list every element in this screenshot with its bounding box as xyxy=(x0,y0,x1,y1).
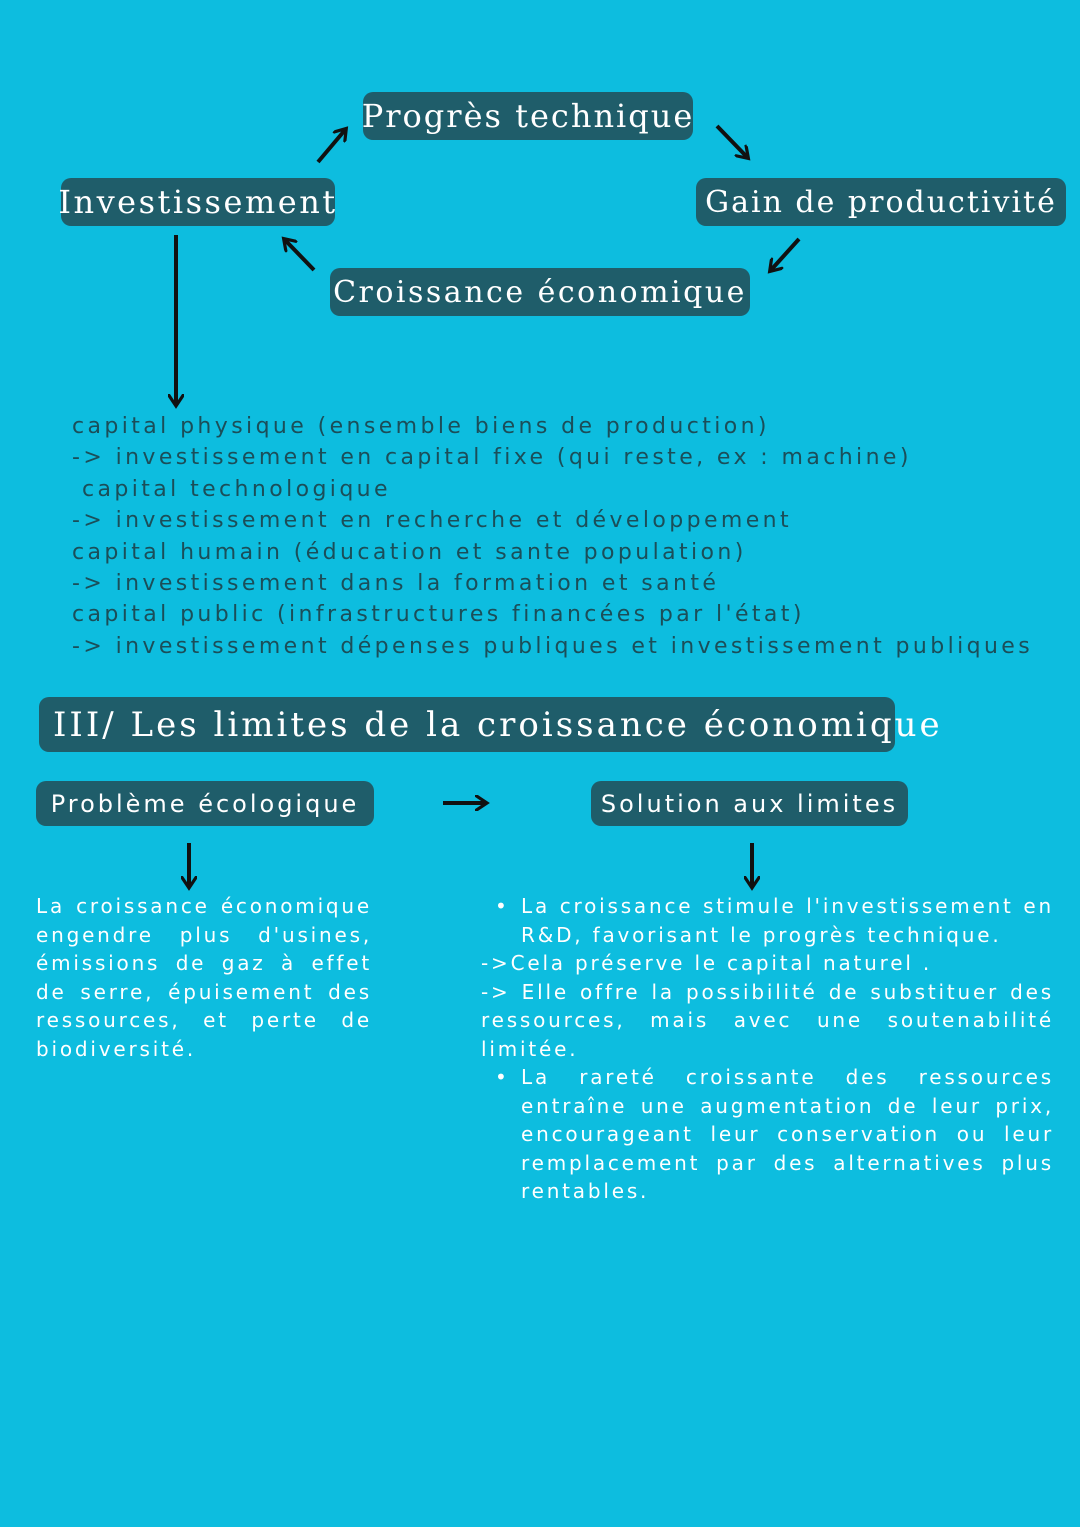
capital-line: -> investissement dans la formation et santé xyxy=(72,570,720,596)
solution-line: -> Elle offre la possibilité de substituer des ressources, mais avec une soutenabilité limitée. xyxy=(481,979,1054,1061)
arrow-progres-to-gain xyxy=(717,126,747,157)
section-title xyxy=(39,697,943,752)
arrow-croissance-to-invest xyxy=(285,240,314,270)
capital-line: -> investissement dépenses publiques et investissement publiques xyxy=(72,633,1034,659)
node-croissance-economique xyxy=(330,268,750,316)
node-gain-productivite xyxy=(696,178,1066,226)
capital-line: capital humain (éducation et sante population) xyxy=(72,539,747,565)
capital-line: capital physique (ensemble biens de production) xyxy=(72,414,770,439)
solution-label: Solution aux limites xyxy=(600,789,899,818)
capital-line: -> investissement en recherche et développement xyxy=(72,508,793,534)
capital-line: capital technologique xyxy=(82,476,391,502)
solution-limites-box xyxy=(591,781,908,826)
solution-bullet: • La croissance stimule l'investissement en R&D, favorisant le progrès technique. xyxy=(481,892,1054,949)
section-title-label: III/ Les limites de la croissance économique xyxy=(53,704,943,745)
node-progres-label: Progrès technique xyxy=(361,97,695,135)
arrow-gain-to-croissance xyxy=(771,239,799,270)
node-progres-technique xyxy=(363,92,693,140)
capital-line: -> investissement en capital fixe (qui reste, ex : machine) xyxy=(72,445,912,471)
probleme-text: La croissance économique engendre plus d'usines, émissions de gaz à effet de serre, épuisement des ressources, et perte de biodiversité. xyxy=(36,894,372,1061)
solution-bullet: • La rareté croissante des ressources entraîne une augmentation de leur prix, encourageant leur conservation ou leur remplacement par des alternatives plus rentables. xyxy=(481,1063,1054,1206)
probleme-label: Problème écologique xyxy=(50,789,360,818)
probleme-ecologique-box xyxy=(36,781,374,826)
solution-line: ->Cela préserve le capital naturel . xyxy=(481,951,932,975)
capital-line: capital public (infrastructures financées par l'état) xyxy=(72,602,805,628)
node-croissance-label: Croissance économique xyxy=(333,274,747,310)
node-investissement-label: Investissement xyxy=(58,183,338,221)
node-gain-label: Gain de productivité xyxy=(705,184,1057,220)
arrow-invest-to-progres xyxy=(318,130,345,162)
capital-list xyxy=(72,411,1033,662)
solution-text xyxy=(481,892,1054,1206)
node-investissement xyxy=(58,178,338,226)
